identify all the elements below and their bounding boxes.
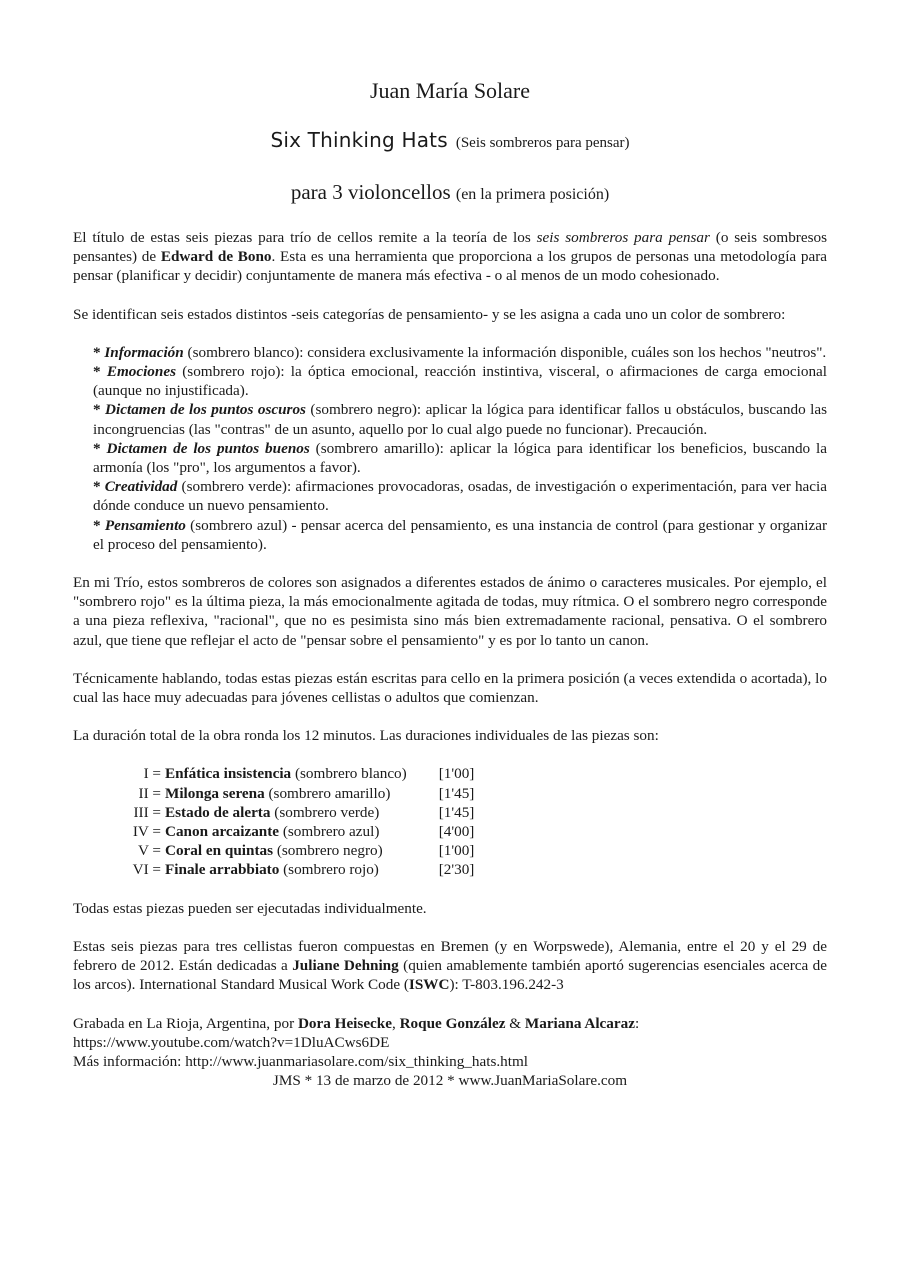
composition-text: (quien amablemente también aportó sugerencias esenciales acerca de los arcos). International Standard Musical Work Code ( bbox=[73, 957, 828, 994]
piece-duration: [1'45] bbox=[438, 803, 475, 821]
intro-paragraph bbox=[73, 228, 827, 286]
intro-text: (o seis sombresos pensantes) de bbox=[73, 229, 827, 266]
hat-name: Pensamiento bbox=[104, 516, 186, 534]
piece-hat: (sombrero negro) bbox=[273, 842, 383, 860]
table-row bbox=[123, 764, 474, 783]
more-info-label: Más información: bbox=[73, 1052, 186, 1070]
technique-paragraph: Técnicamente hablando, todas estas piezas están escritas para cello en la primera posición (a veces extendida o acortada), lo cual las hace muy adecuadas para jóvenes cellistas o adultos que comienzan. bbox=[73, 669, 827, 707]
piece-hat: (sombrero rojo) bbox=[279, 861, 379, 879]
piece-number: VI = bbox=[132, 861, 161, 879]
bullet: * bbox=[93, 439, 107, 457]
piece-title: Finale arrabbiato bbox=[165, 861, 280, 879]
bullet: * bbox=[93, 401, 106, 419]
bullet: * bbox=[93, 343, 105, 361]
list-item bbox=[93, 516, 827, 554]
piece-number: III = bbox=[133, 803, 161, 821]
piece-hat: (sombrero amarillo) bbox=[264, 784, 391, 802]
piece-duration: [1'00] bbox=[438, 765, 475, 783]
piece-number: IV = bbox=[132, 823, 161, 841]
trio-paragraph: En mi Trío, estos sombreros de colores son asignados a diferentes estados de ánimo o caracteres musicales. Por ejemplo, el "sombrero rojo" es la última pieza, la más emocionalmente agitada de todas, muy rítmica. O el sombrero negro corresponde a una pieza reflexiva, "racional", que no es pesimista sino más bien extremadamente racional, pensativa. O el sombrero azul, que tiene que reflejar el acto de "pensar sobre el pensamiento" y es por lo tanto un canon. bbox=[73, 574, 827, 649]
hat-name: Dictamen de los puntos oscuros bbox=[105, 401, 306, 419]
hat-name: Información bbox=[104, 343, 184, 361]
more-info-line bbox=[73, 1052, 827, 1071]
individual-paragraph: Todas estas piezas pueden ser ejecutadas individualmente. bbox=[73, 899, 427, 917]
scoring-text: para 3 violoncellos bbox=[290, 180, 451, 204]
iswc-label: ISWC bbox=[408, 976, 450, 994]
footer bbox=[73, 1014, 827, 1091]
hat-description: (sombrero amarillo): aplicar la lógica para identificar los beneficios, buscando la armonía (los "pro", los argumentos a favor). bbox=[93, 439, 827, 477]
intro-text: El título de estas seis piezas para trío de cellos remite a la teoría de los bbox=[73, 229, 537, 246]
recording-line bbox=[73, 1014, 827, 1033]
list-item bbox=[93, 477, 827, 515]
list-item bbox=[93, 439, 827, 477]
performer: Roque González bbox=[399, 1014, 506, 1032]
performer: Dora Heisecke bbox=[297, 1014, 392, 1032]
hat-description: (sombrero negro): aplicar la lógica para identificar fallos u obstáculos, buscando las incongruencias (las "contras" de un asunto, aquello por lo cual algo puede no funcionar). Precaución. bbox=[93, 401, 827, 438]
piece-duration: [1'45] bbox=[438, 784, 475, 802]
edward-de-bono: Edward de Bono bbox=[160, 248, 272, 266]
author-name: Juan María Solare bbox=[369, 78, 531, 103]
bullet: * bbox=[93, 363, 107, 381]
intro-italic: seis sombreros para pensar bbox=[536, 229, 710, 246]
recording-text: Grabada en La Rioja, Argentina, por bbox=[73, 1014, 298, 1032]
piece-title: Estado de alerta bbox=[165, 803, 271, 821]
hat-description: (sombrero blanco): considera exclusivamente la información disponible, cuáles son los hechos "neutros". bbox=[183, 343, 827, 361]
intro-text: . Esta es una herramienta que proporciona a los grupos de personas una metodología para pensar (planificar y decidir) conjuntamente de manera más efectiva - o al menos de un modo cohesionado. bbox=[73, 248, 827, 285]
more-info-link[interactable]: http://www.juanmariasolare.com/six_thinking_hats.html bbox=[185, 1052, 528, 1070]
title-text: Six Thinking Hats bbox=[270, 128, 448, 152]
piece-duration: [2'30] bbox=[438, 861, 475, 879]
title-translation: (Seis sombreros para pensar) bbox=[455, 135, 630, 151]
body-text bbox=[73, 228, 827, 1090]
separator: & bbox=[505, 1014, 525, 1032]
bullet: * bbox=[93, 516, 105, 534]
table-row bbox=[123, 803, 474, 822]
separator: , bbox=[391, 1014, 400, 1032]
work-title bbox=[0, 128, 900, 152]
hat-name: Dictamen de los puntos buenos bbox=[106, 439, 310, 457]
scoring-note: (en la primera posición) bbox=[455, 186, 610, 203]
piece-number: I = bbox=[143, 765, 161, 783]
table-row bbox=[123, 822, 474, 841]
piece-title: Milonga serena bbox=[165, 784, 265, 802]
piece-duration: [4'00] bbox=[438, 823, 475, 841]
piece-title: Coral en quintas bbox=[165, 842, 274, 860]
hat-name: Emociones bbox=[106, 363, 177, 381]
list-item bbox=[93, 400, 827, 438]
piece-hat: (sombrero blanco) bbox=[291, 765, 407, 783]
list-item bbox=[93, 362, 827, 400]
table-row bbox=[123, 841, 474, 860]
piece-title: Enfática insistencia bbox=[165, 765, 292, 783]
separator: : bbox=[634, 1014, 640, 1032]
hat-name: Creatividad bbox=[104, 478, 178, 496]
instrumentation bbox=[0, 180, 900, 205]
piece-title: Canon arcaizante bbox=[165, 823, 280, 841]
list-item bbox=[93, 343, 827, 362]
table-row bbox=[123, 860, 474, 879]
hat-description: (sombrero azul) - pensar acerca del pensamiento, es una instancia de control (para gestionar y organizar el proceso del pensamiento). bbox=[93, 516, 828, 553]
piece-duration: [1'00] bbox=[438, 842, 475, 860]
hats-list bbox=[73, 343, 827, 554]
table-row bbox=[123, 784, 474, 803]
pieces-table bbox=[73, 764, 827, 879]
categories-paragraph: Se identifican seis estados distintos -seis categorías de pensamiento- y se les asigna a cada uno un color de sombrero: bbox=[73, 305, 786, 323]
hat-description: (sombrero verde): afirmaciones provocadoras, osadas, de investigación o experimentación, para ver hacia dónde conduce un nuevo pensamiento. bbox=[93, 478, 827, 515]
youtube-link[interactable]: https://www.youtube.com/watch?v=1DluACws6DE bbox=[73, 1033, 390, 1051]
dedicatee: Juliane Dehning bbox=[292, 957, 399, 975]
piece-hat: (sombrero azul) bbox=[279, 823, 380, 841]
hat-description: (sombrero rojo): la óptica emocional, reacción instintiva, visceral, o afirmaciones de carga emocional (aunque no injustificada). bbox=[93, 363, 828, 400]
composition-text: Estas seis piezas para tres cellistas fueron compuestas en Bremen (y en Worpswede), Alemania, entre el 20 y el 29 de febrero de 2012. Están dedicadas a bbox=[73, 937, 827, 975]
piece-number: V = bbox=[137, 842, 161, 860]
piece-hat: (sombrero verde) bbox=[270, 803, 380, 821]
duration-paragraph: La duración total de la obra ronda los 12 minutos. Las duraciones individuales de las piezas son: bbox=[73, 727, 659, 745]
performer: Mariana Alcaraz bbox=[524, 1014, 635, 1032]
piece-number: II = bbox=[138, 784, 161, 802]
signature: JMS * 13 de marzo de 2012 * www.JuanMariaSolare.com bbox=[272, 1072, 628, 1090]
composition-paragraph bbox=[73, 937, 827, 995]
bullet: * bbox=[93, 478, 105, 496]
composition-text: ): T-803.196.242-3 bbox=[449, 976, 564, 994]
